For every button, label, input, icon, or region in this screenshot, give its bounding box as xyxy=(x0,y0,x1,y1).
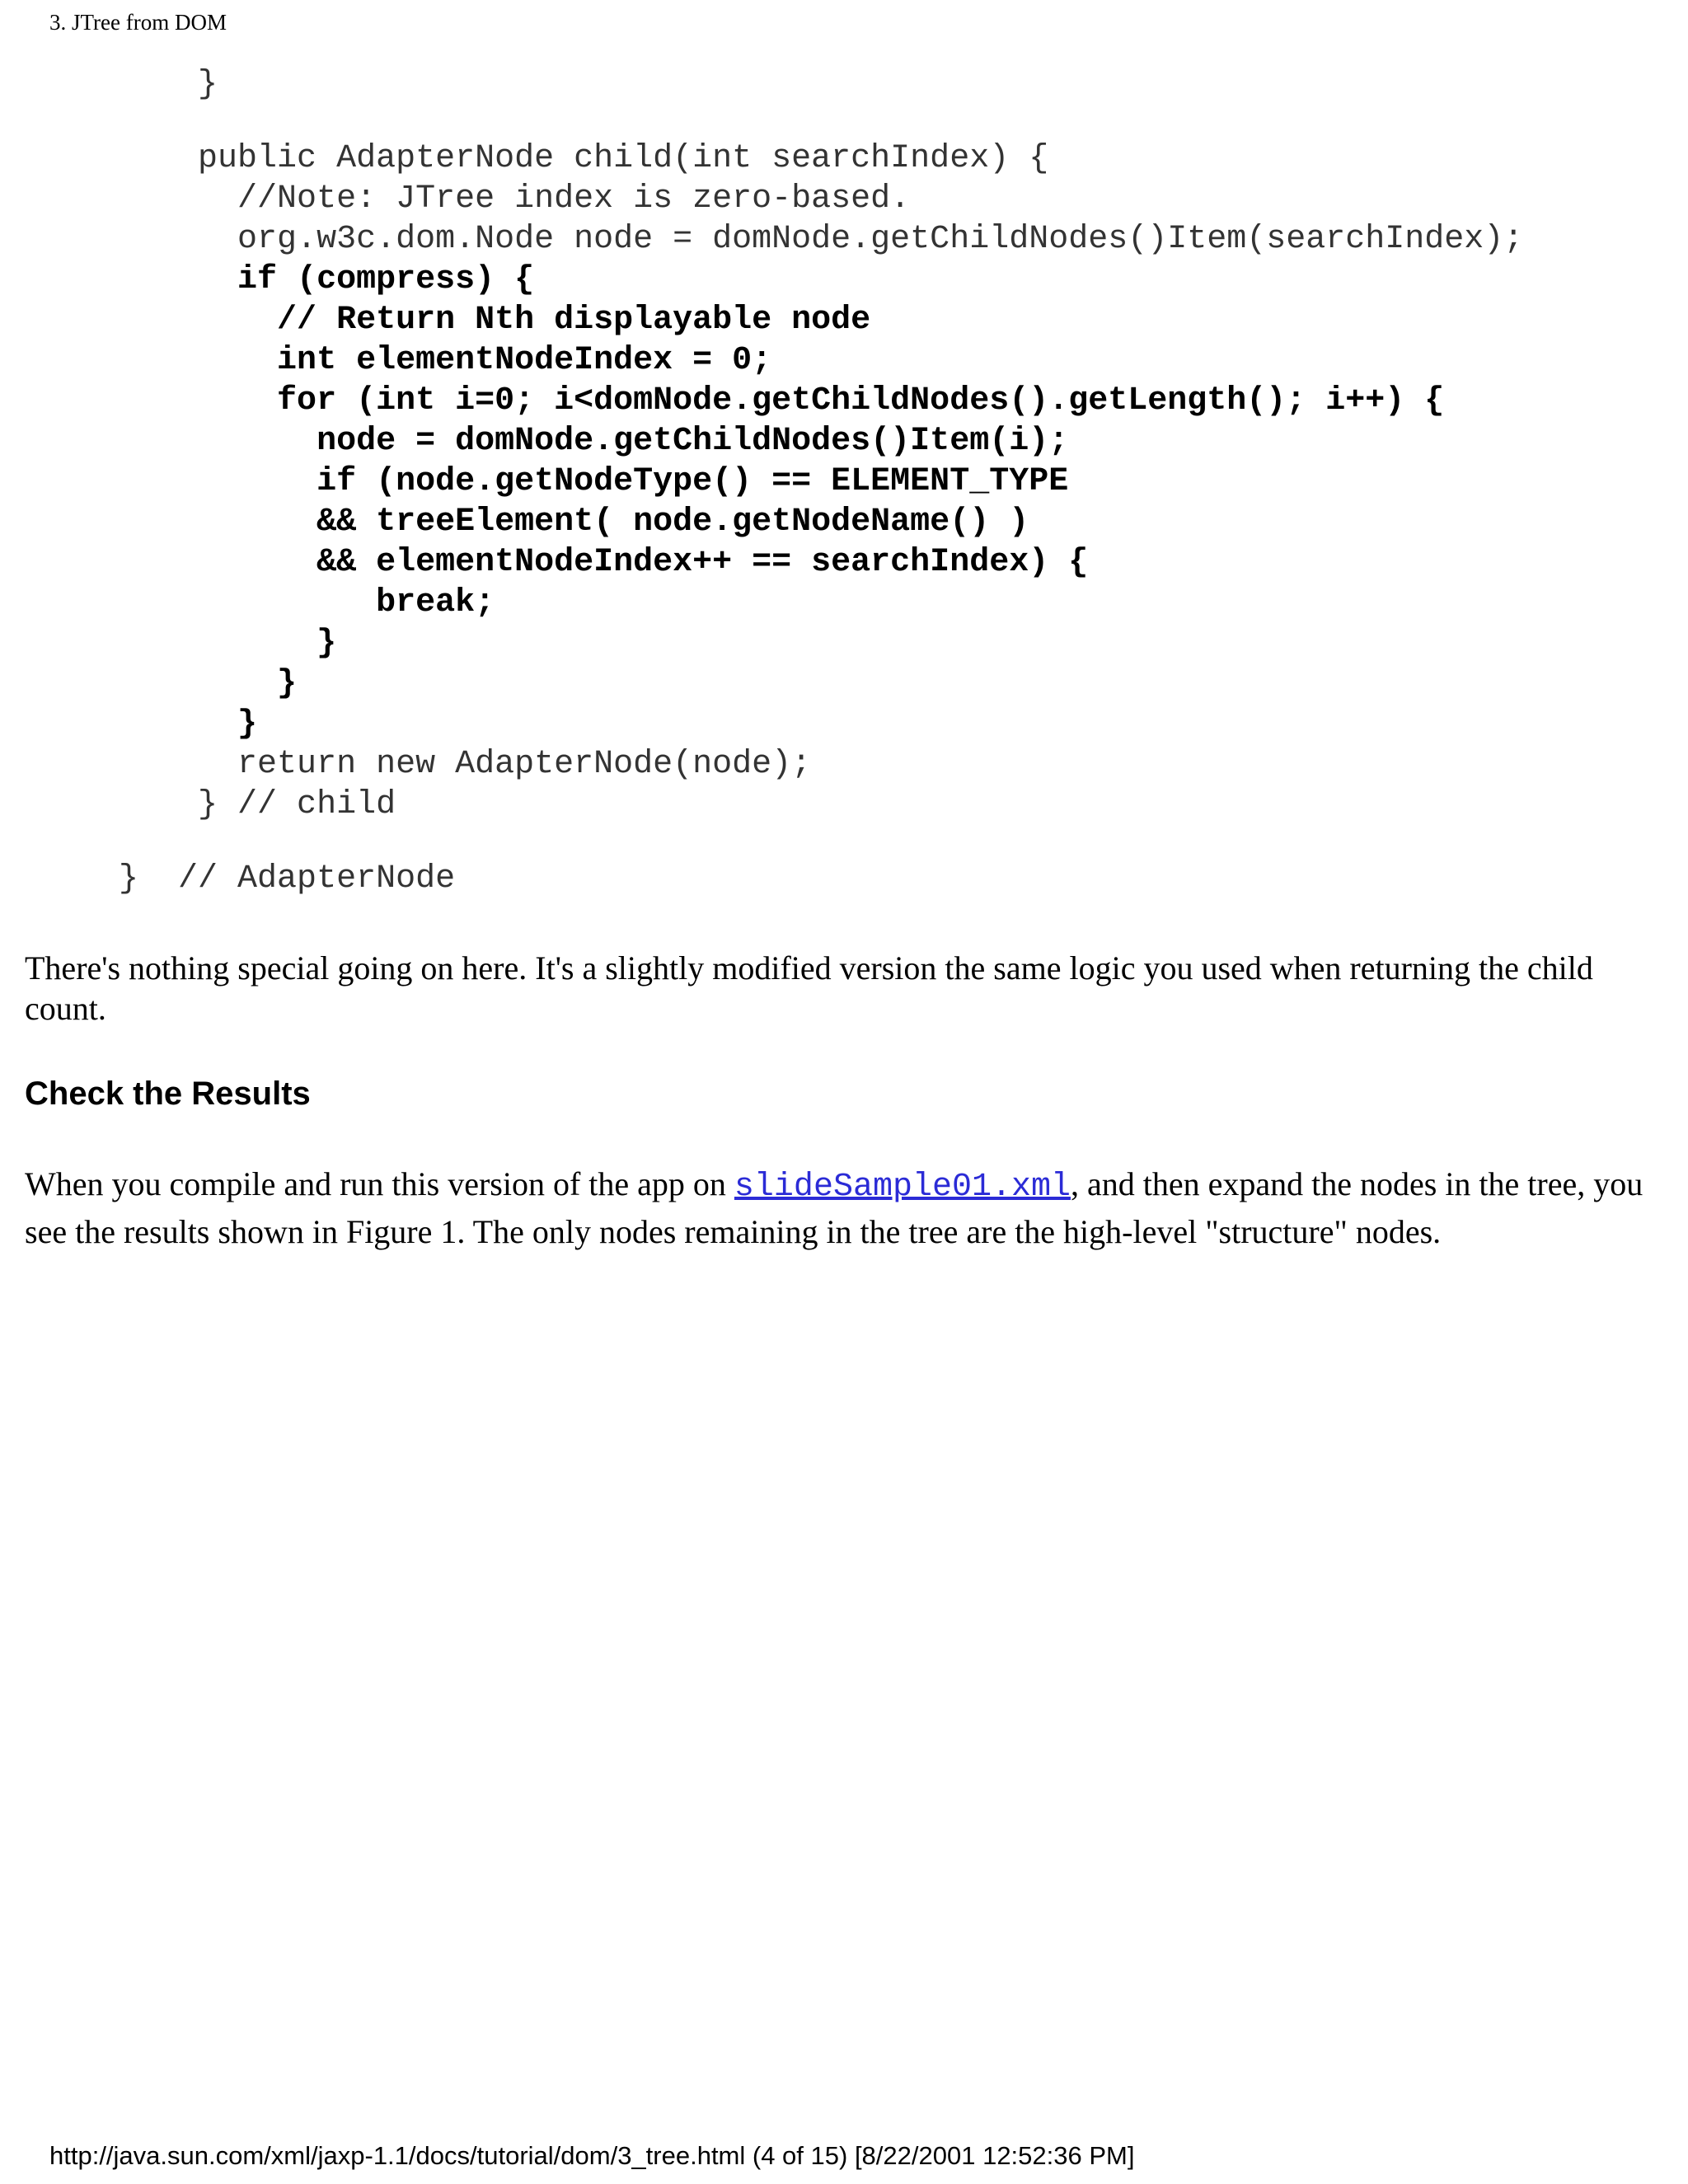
paragraph-results-text-end: , and then expand the nodes in the tree, you see the results shown in Figure 1. The only nodes remaining in the tree are the high-level "structure" nodes. xyxy=(25,1165,1643,1250)
code-line: for (int i=0; i<domNode.getChildNodes().getLength(); i++) { xyxy=(0,382,1445,419)
paragraph-results xyxy=(25,1162,1661,1254)
code-line: && elementNodeIndex++ == searchIndex) { xyxy=(0,544,1089,581)
code-line: public AdapterNode child(int searchIndex) { xyxy=(0,140,1049,177)
code-block xyxy=(0,64,1523,899)
section-heading: Check the Results xyxy=(25,1076,311,1112)
code-line: } // AdapterNode xyxy=(0,860,456,898)
page-header-title: 3. JTree from DOM xyxy=(49,10,227,35)
code-line: } xyxy=(0,625,337,662)
code-line: //Note: JTree index is zero-based. xyxy=(0,180,911,218)
code-line: } xyxy=(0,705,258,743)
code-line: && treeElement( node.getNodeName() ) xyxy=(0,504,1029,541)
code-line: } xyxy=(0,665,298,702)
code-line: break; xyxy=(0,584,495,621)
paragraph-explanation: There's nothing special going on here. It's a slightly modified version the same logic you used when returning the child count. xyxy=(25,949,1593,1027)
code-line: if (node.getNodeType() == ELEMENT_TYPE xyxy=(0,463,1069,500)
code-line: // Return Nth displayable node xyxy=(0,302,871,339)
code-line: if (compress) { xyxy=(0,261,535,298)
page-footer-url: http://java.sun.com/xml/jaxp-1.1/docs/tutorial/dom/3_tree.html (4 of 15) [8/22/2001 12:52:36 PM] xyxy=(49,2141,1135,2170)
paragraph-results-text-start: When you compile and run this version of the app on xyxy=(25,1165,734,1202)
code-line: } // child xyxy=(0,786,396,823)
code-line: node = domNode.getChildNodes()Item(i); xyxy=(0,423,1069,460)
code-line: return new AdapterNode(node); xyxy=(0,746,812,783)
code-line: org.w3c.dom.Node node = domNode.getChildNodes()Item(searchIndex); xyxy=(0,221,1524,258)
code-line: int elementNodeIndex = 0; xyxy=(0,342,772,379)
slide-sample-link[interactable]: slideSample01.xml xyxy=(734,1169,1071,1206)
code-line: } xyxy=(0,66,218,103)
